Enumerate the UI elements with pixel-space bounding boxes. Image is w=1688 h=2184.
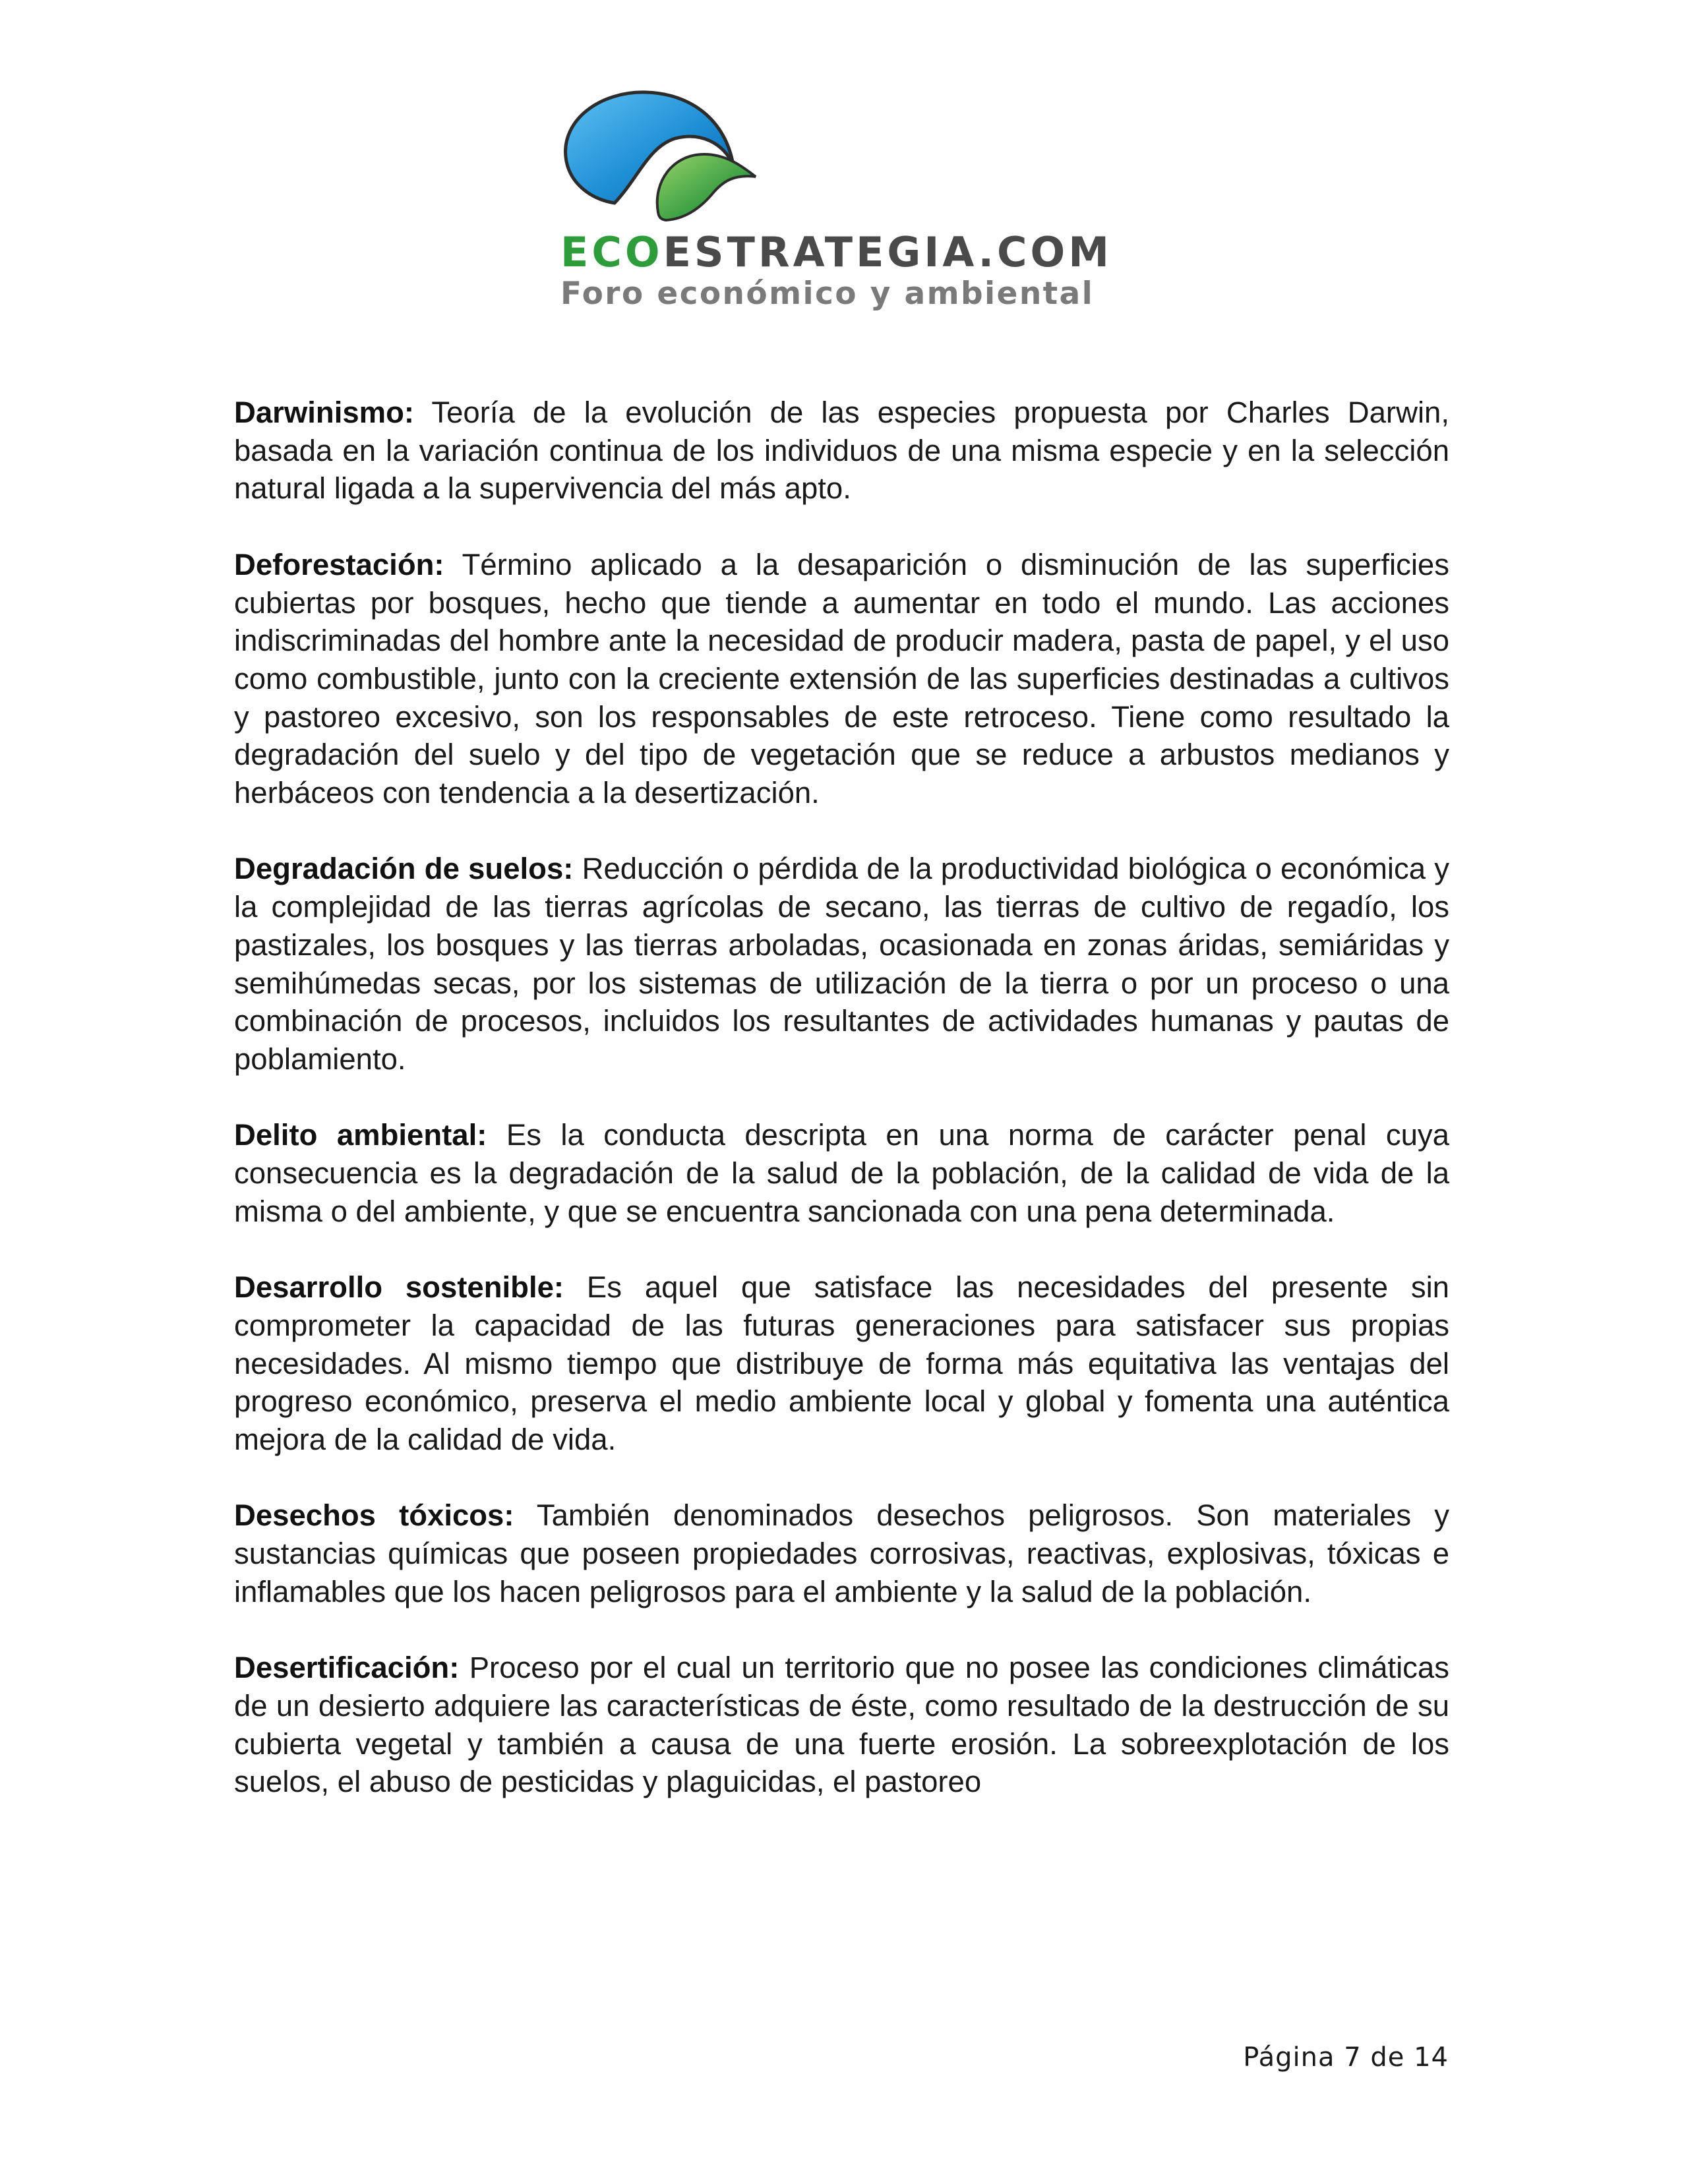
logo-title-rest: ESTRATEGIA.COM	[663, 228, 1112, 276]
entry-definition: Proceso por el cual un territorio que no posee las condiciones climáticas de un desierto adquiere las características de éste, como resultado de la destrucción de su cubierta vegetal y también a causa de una fuerte erosión. La sobreexplotación de los suelos, el abuso de pesticidas y plaguicidas, el pastoreo	[234, 1651, 1449, 1799]
entry-term: Delito ambiental:	[234, 1118, 487, 1152]
entry-definition: Es aquel que satisface las necesidades del presente sin comprometer la capacidad de las futuras generaciones para satisfacer sus propias necesidades. Al mismo tiempo que distribuye de forma más equitativa las ventajas del progreso económico, preserva el medio ambiente local y global y fomenta una auténtica mejora de la calidad de vida.	[234, 1270, 1449, 1456]
glossary-content	[234, 394, 1449, 1839]
entry-term: Desarrollo sostenible:	[234, 1270, 564, 1305]
page-number: Página 7 de 14	[1243, 2042, 1449, 2073]
glossary-entry-degradacion-de-suelos	[234, 850, 1449, 1078]
logo-drop-icon	[560, 86, 771, 224]
ecoestrategia-logo	[560, 86, 1112, 323]
logo-title	[560, 228, 1112, 276]
entry-term: Darwinismo:	[234, 396, 415, 429]
entry-term: Desertificación:	[234, 1651, 460, 1685]
glossary-entry-darwinismo	[234, 394, 1449, 508]
glossary-entry-desarrollo-sostenible	[234, 1268, 1449, 1459]
glossary-entry-desertificacion	[234, 1649, 1449, 1801]
entry-term: Desechos tóxicos:	[234, 1498, 514, 1533]
entry-definition: Es la conducta descripta en una norma de carácter penal cuya consecuencia es la degradación de la salud de la población, de la calidad de vida de la misma o del ambiente, y que se encuentra sancionada con una pena determinada.	[234, 1118, 1449, 1228]
entry-definition: Término aplicado a la desaparición o disminución de las superficies cubiertas por bosques, hecho que tiende a aumentar en todo el mundo. Las acciones indiscriminadas del hombre ante la necesidad de producir madera, pasta de papel, y el uso como combustible, junto con la creciente extensión de las superficies destinadas a cultivos y pastoreo excesivo, son los responsables de este retroceso. Tiene como resultado la degradación del suelo y del tipo de vegetación que se reduce a arbustos medianos y herbáceos con tendencia a la desertización.	[234, 547, 1449, 810]
logo-title-eco: ECO	[560, 228, 663, 276]
entry-definition: También denominados desechos peligrosos. Son materiales y sustancias químicas que poseen propiedades corrosivas, reactivas, explosivas, tóxicas e inflamables que los hacen peligrosos para el ambiente y la salud de la población.	[234, 1498, 1449, 1608]
glossary-entry-deforestacion	[234, 546, 1449, 812]
entry-term: Deforestación:	[234, 547, 444, 581]
logo-tagline: Foro económico y ambiental	[560, 276, 1095, 312]
glossary-entry-desechos-toxicos	[234, 1496, 1449, 1610]
entry-definition: Teoría de la evolución de las especies propuesta por Charles Darwin, basada en la variación continua de los individuos de una misma especie y en la selección natural ligada a la supervivencia del más apto.	[234, 396, 1449, 506]
entry-definition: Reducción o pérdida de la productividad biológica o económica y la complejidad de las tierras agrícolas de secano, las tierras de cultivo de regadío, los pastizales, los bosques y las tierras arboladas, ocasionada en zonas áridas, semiáridas y semihúmedas secas, por los sistemas de utilización de la tierra o por un proceso o una combinación de procesos, incluidos los resultantes de actividades humanas y pautas de poblamiento.	[234, 852, 1449, 1076]
glossary-entry-delito-ambiental	[234, 1116, 1449, 1230]
entry-term: Degradación de suelos:	[234, 852, 574, 886]
